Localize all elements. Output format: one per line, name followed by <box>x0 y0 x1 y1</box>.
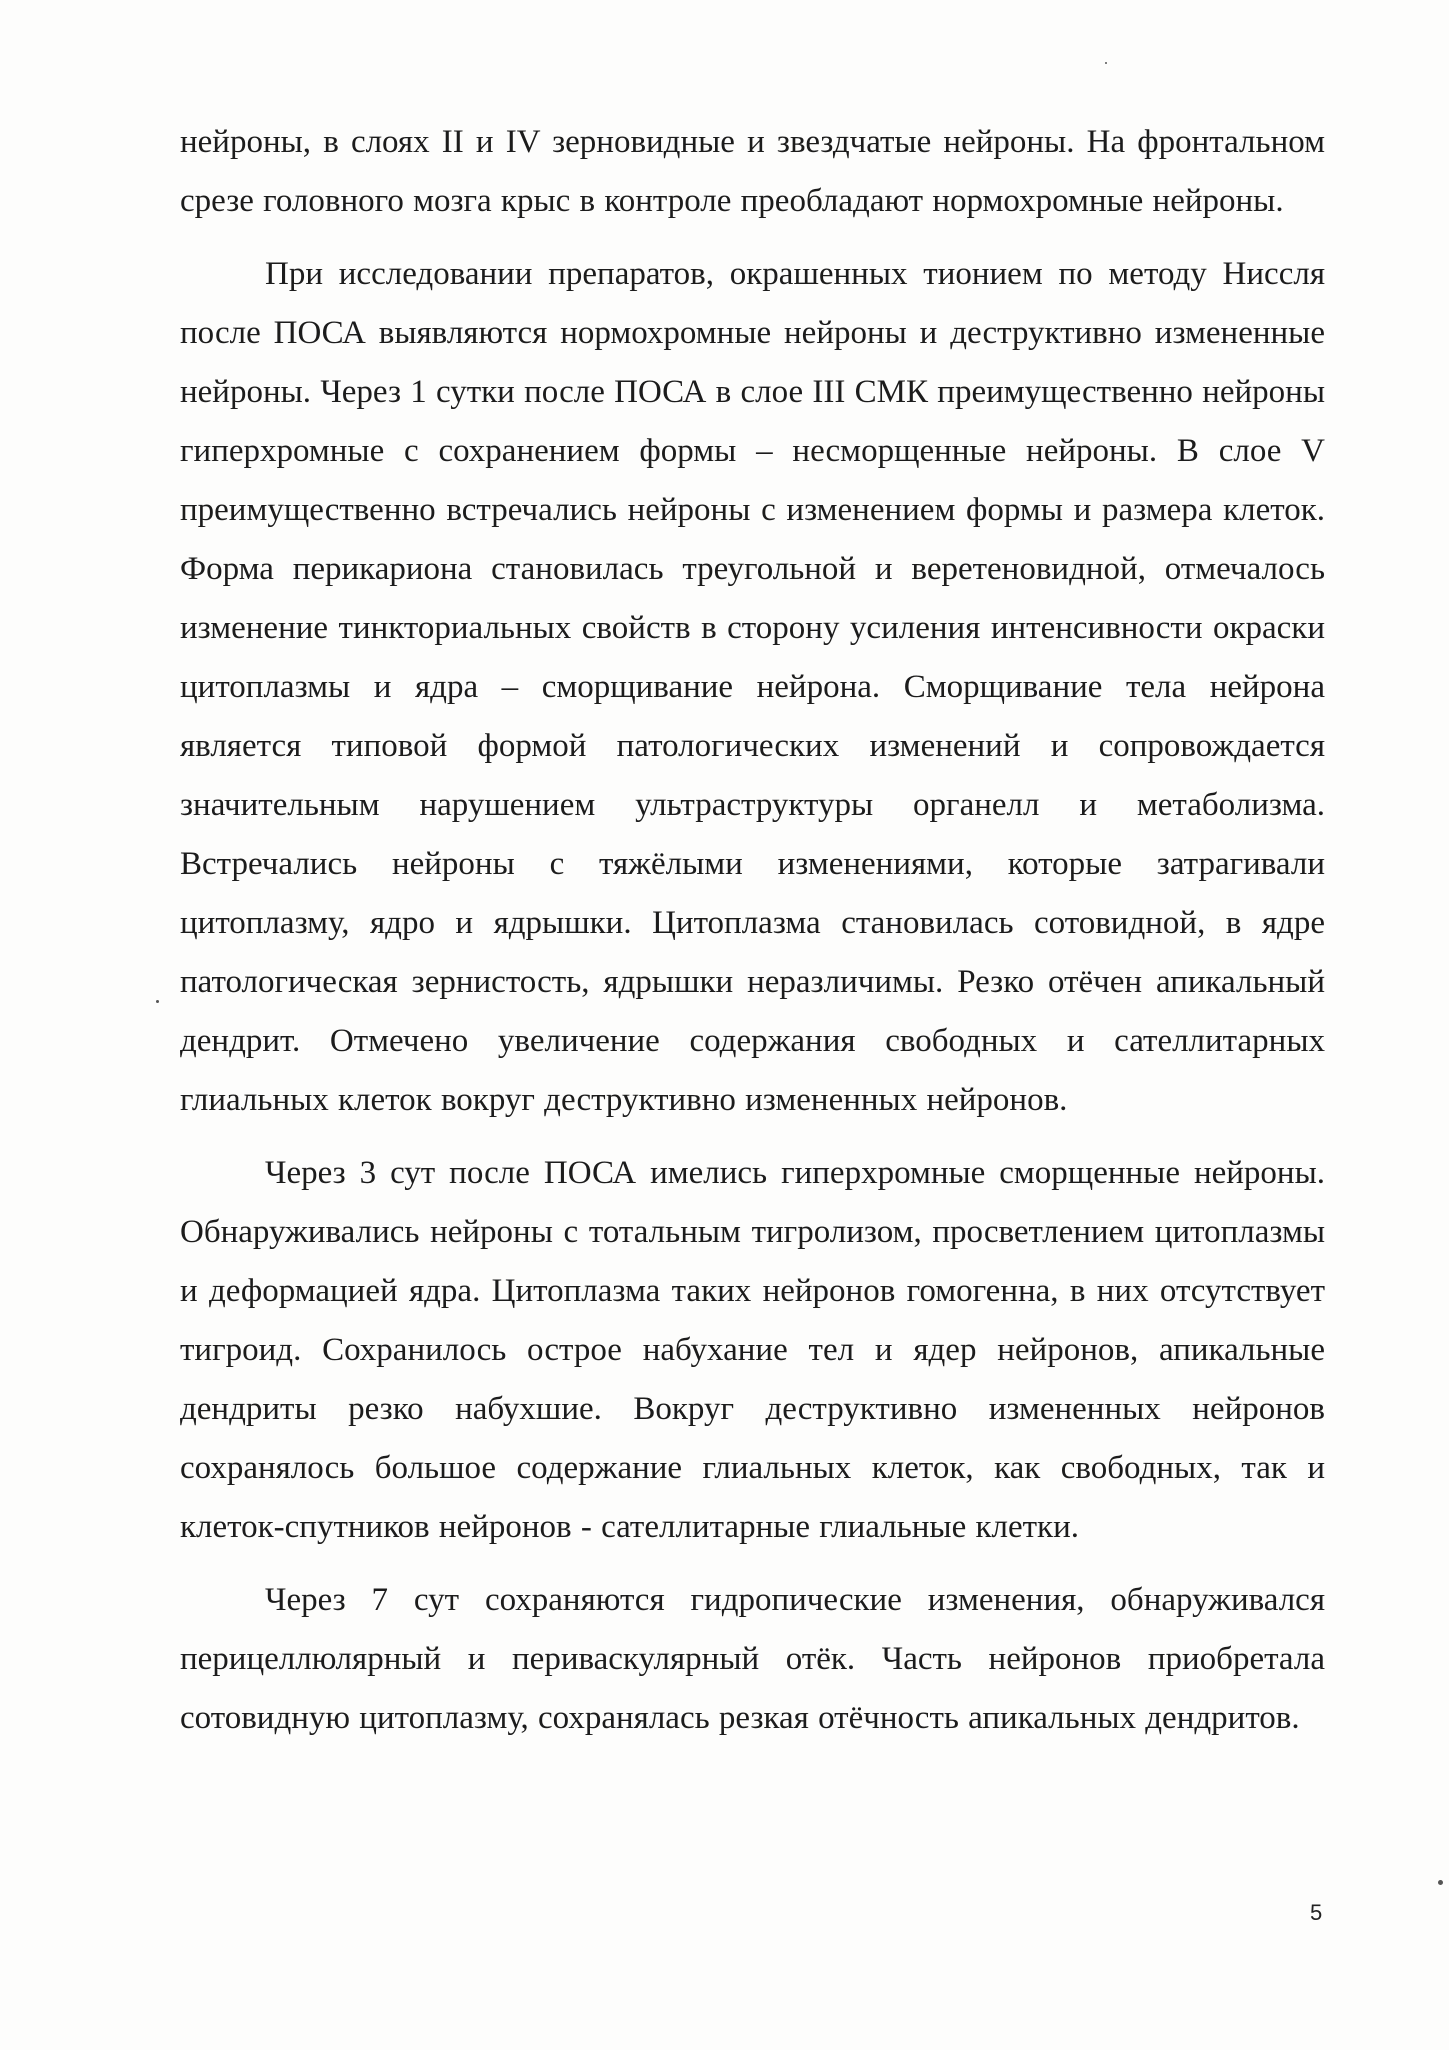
paragraph-continuation: нейроны, в слоях II и IV зерновидные и звездчатые нейроны. На фронтальном срезе головного мозга крыс в контроле преобладают нормохромные нейроны. <box>180 124 1325 219</box>
paragraph-day7-findings: Через 7 сут сохраняются гидропические изменения, обнаруживался перицеллюлярный и периваскулярный отёк. Часть нейронов приобретала сотовидную цитоплазму, сохранялась резкая отёчность апикальных дендритов. <box>180 1582 1325 1736</box>
page-number: 5 <box>1310 1900 1323 1925</box>
scan-speck <box>1438 1880 1443 1885</box>
paragraph-day1-findings: При исследовании препаратов, окрашенных тионием по методу Ниссля после ПОСА выявляются нормохромные нейроны и деструктивно измененные нейроны. Через 1 сутки после ПОСА в слое III СМК преимущественно нейроны гиперхромные с сохранением формы – несморщенные нейроны. В слое V преимущественно встречались нейроны с изменением формы и размера клеток. Форма перикариона становилась треугольной и веретеновидной, отмечалось изменение тинкториальных свойств в сторону усиления интенсивности окраски цитоплазмы и ядра – сморщивание нейрона. Сморщивание тела нейрона является типовой формой патологических изменений и сопровождается значительным нарушением ультраструктуры органелл и метаболизма. Встречались нейроны с тяжёлыми изменениями, которые затрагивали цитоплазму, ядро и ядрышки. Цитоплазма становилась сотовидной, в ядре патологическая зернистость, ядрышки неразличимы. Резко отёчен апикальный дендрит. Отмечено увеличение содержания свободных и сателлитарных глиальных клеток вокруг деструктивно измененных нейронов. <box>180 256 1325 1118</box>
paragraph-day3-findings: Через 3 сут после ПОСА имелись гиперхромные сморщенные нейроны. Обнаруживались нейроны с тотальным тигролизом, просветлением цитоплазмы и деформацией ядра. Цитоплазма таких нейронов гомогенна, в них отсутствует тигроид. Сохранилось острое набухание тел и ядер нейронов, апикальные дендриты резко набухшие. Вокруг деструктивно измененных нейронов сохранялось большое содержание глиальных клеток, как свободных, так и клеток-спутников нейронов - сателлитарные глиальные клетки. <box>180 1155 1325 1545</box>
scan-speck <box>156 1000 159 1003</box>
scan-speck <box>1105 62 1107 64</box>
body-text <box>180 113 1325 1748</box>
